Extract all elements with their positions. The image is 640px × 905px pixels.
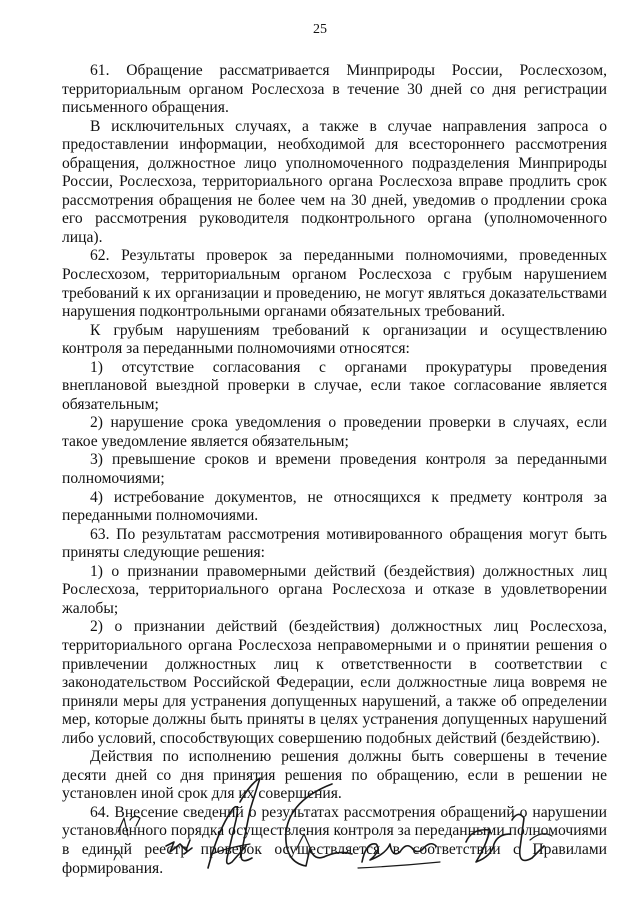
paragraph-61-extension: В исключительных случаях, а также в случае направления запроса о предоставлении информации, необходимой для всестороннего рассмотрения обращения, должностное лицо уполномоченного подразделения Минприроды России, Рослесхоза, территориального органа Рослесхоза вправе продлить срок рассмотрения обращения не более чем на 30 дней, уведомив о продлении срока его рассмотрения руководителя подконтрольного органа (уполномоченного лица).: [62, 117, 607, 246]
paragraph-gross-violations-intro: К грубым нарушениям требований к организации и осуществлению контроля за переданными полномочиями относятся:: [62, 321, 607, 358]
signature-6: [466, 814, 552, 862]
paragraph-execution-term: Действия по исполнению решения должны быть совершены в течение десяти дней со дня принятия решения по обращению, если в решении не установлен иной срок для их совершения.: [62, 748, 607, 803]
signature-1: [114, 816, 140, 860]
list-item-4: 4) истребование документов, не относящихся к предмету контроля за переданными полномочиями.: [62, 488, 607, 525]
paragraph-61: 61. Обращение рассматривается Минприроды России, Рослесхозом, территориальным органом Рослесхоза в течение 30 дней со дня регистрации письменного обращения.: [62, 62, 607, 117]
list-item-1: 1) отсутствие согласования с органами прокуратуры проведения внеплановой выездной проверки в случае, если такое согласование является обязательным;: [62, 358, 607, 413]
decision-item-1: 1) о признании правомерными действий (бездействия) должностных лиц Рослесхоза, территориального органа Рослесхоза и отказе в удовлетворении жалобы;: [62, 562, 607, 617]
signature-3: [208, 778, 260, 868]
list-item-2: 2) нарушение срока уведомления о проведении проверки в случаях, если такое уведомление является обязательным;: [62, 414, 607, 450]
paragraph-64: 64. Внесение сведений о результатах рассмотрения обращений о нарушении установленного порядка осуществления контроля за переданными полномочиями в единый реестр проверок осуществляется в соответствии с Правилами формирования.: [62, 803, 607, 877]
signatures-area: [100, 770, 620, 890]
document-body: [62, 62, 607, 878]
signature-4: [286, 784, 352, 866]
list-item-3: 3) превышение сроков и времени проведения контроля за переданными полномочиями;: [62, 451, 607, 488]
decision-item-2: 2) о признании действий (бездействия) должностных лиц Рослесхоза, территориального органа Рослесхоза неправомерными и о принятии решения о привлечении должностных лиц к ответственности в соответствии с законодательством Российской Федерации, если должностные лица вовремя не приняли меры для устранения допущенных нарушений, а также об определении мер, которые должны быть приняты в целях устранения допущенных нарушений либо условий, способствующих совершению подобных действий (бездействию).: [62, 618, 607, 747]
paragraph-63: 63. По результатам рассмотрения мотивированного обращения могут быть приняты следующие решения:: [62, 525, 607, 562]
signature-2: [166, 840, 192, 854]
page-number: 25: [313, 22, 327, 37]
paragraph-62: 62. Результаты проверок за переданными полномочиями, проведенных Рослесхозом, территориальным органом Рослесхоза с грубым нарушением требований к их организации и проведению, не могут являться доказательствами нарушения подконтрольными органами обязательных требований.: [62, 247, 607, 321]
signature-5: [358, 844, 440, 868]
